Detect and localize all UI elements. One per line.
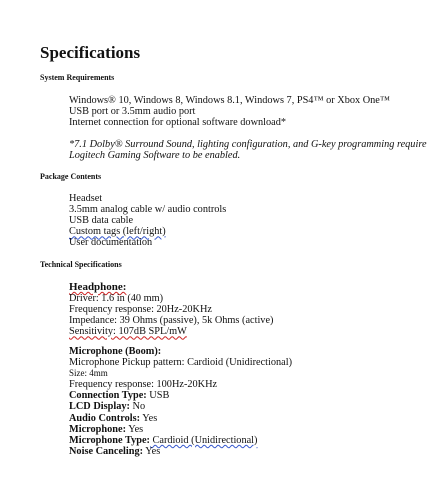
attribute-value: Yes: [143, 445, 161, 457]
system-requirements-list: [69, 95, 390, 128]
mic-frequency-line: Frequency response: 100Hz-20KHz: [69, 379, 218, 391]
attribute-row: [69, 446, 292, 457]
package-item: USB data cable: [69, 215, 134, 227]
attribute-label: Microphone Type:: [69, 434, 150, 446]
attribute-label: LCD Display:: [69, 401, 130, 413]
attribute-label: Microphone:: [69, 423, 127, 435]
headphone-label: [69, 282, 273, 293]
attribute-row: [69, 390, 292, 401]
headphone-spec-line: [69, 326, 273, 337]
footnote-line: Logitech Gaming Software to be enabled.: [69, 150, 241, 162]
sysreq-line: Windows® 10, Windows 8, Windows 8.1, Windows 7, PS4™ or Xbox One™: [69, 95, 390, 106]
technical-specifications-heading: Technical Specifications: [40, 260, 122, 269]
package-item-text: Custom tags (left/right): [69, 226, 166, 238]
microphone-boom-label: Microphone (Boom):: [69, 346, 162, 357]
attribute-row: [69, 435, 292, 446]
attribute-row: [69, 413, 292, 424]
attribute-value: USB: [146, 390, 170, 402]
sysreq-line: USB port or 3.5mm audio port: [69, 106, 196, 118]
headphone-specs: [69, 282, 273, 337]
headphone-spec-line: Impedance: 39 Ohms (passive), 5k Ohms (active): [69, 315, 274, 327]
attribute-row: [69, 401, 292, 412]
package-item: Headset: [69, 193, 103, 204]
software-footnote: [69, 139, 427, 162]
attribute-value: No: [129, 401, 146, 413]
package-contents-heading: Package Contents: [40, 172, 102, 181]
attribute-label: Audio Controls:: [69, 412, 141, 424]
attribute-label: Connection Type:: [69, 390, 147, 402]
attribute-value: Yes: [126, 423, 144, 435]
footnote-line: *7.1 Dolby® Surround Sound, lighting configuration, and G-key programming require: [69, 139, 427, 150]
page-title: Specifications: [40, 43, 141, 62]
headphone-label-text: Headphone:: [69, 281, 127, 293]
mic-pickup-line: Microphone Pickup pattern: Cardioid (Unidirectional): [69, 357, 293, 369]
attribute-label: Noise Canceling:: [69, 445, 144, 457]
headphone-spec-line: Frequency response: 20Hz-20KHz: [69, 304, 212, 316]
package-item: User documentation: [69, 237, 153, 249]
headphone-spec-text: Sensitivity: 107dB SPL/mW: [69, 326, 187, 338]
package-item: [69, 226, 226, 237]
mic-size-line: Size: 4mm: [69, 368, 108, 379]
attribute-value: Yes: [140, 412, 158, 424]
sysreq-line: Internet connection for optional software download*: [69, 117, 287, 129]
attribute-value: Cardioid (Unidirectional): [149, 434, 258, 446]
package-item: 3.5mm analog cable w/ audio controls: [69, 204, 227, 216]
system-requirements-heading: System Requirements: [40, 73, 115, 82]
microphone-specs: [69, 346, 292, 457]
attribute-row: [69, 424, 292, 435]
package-contents-list: [69, 193, 226, 248]
headphone-spec-line: Driver: 1.6 in (40 mm): [69, 293, 164, 305]
